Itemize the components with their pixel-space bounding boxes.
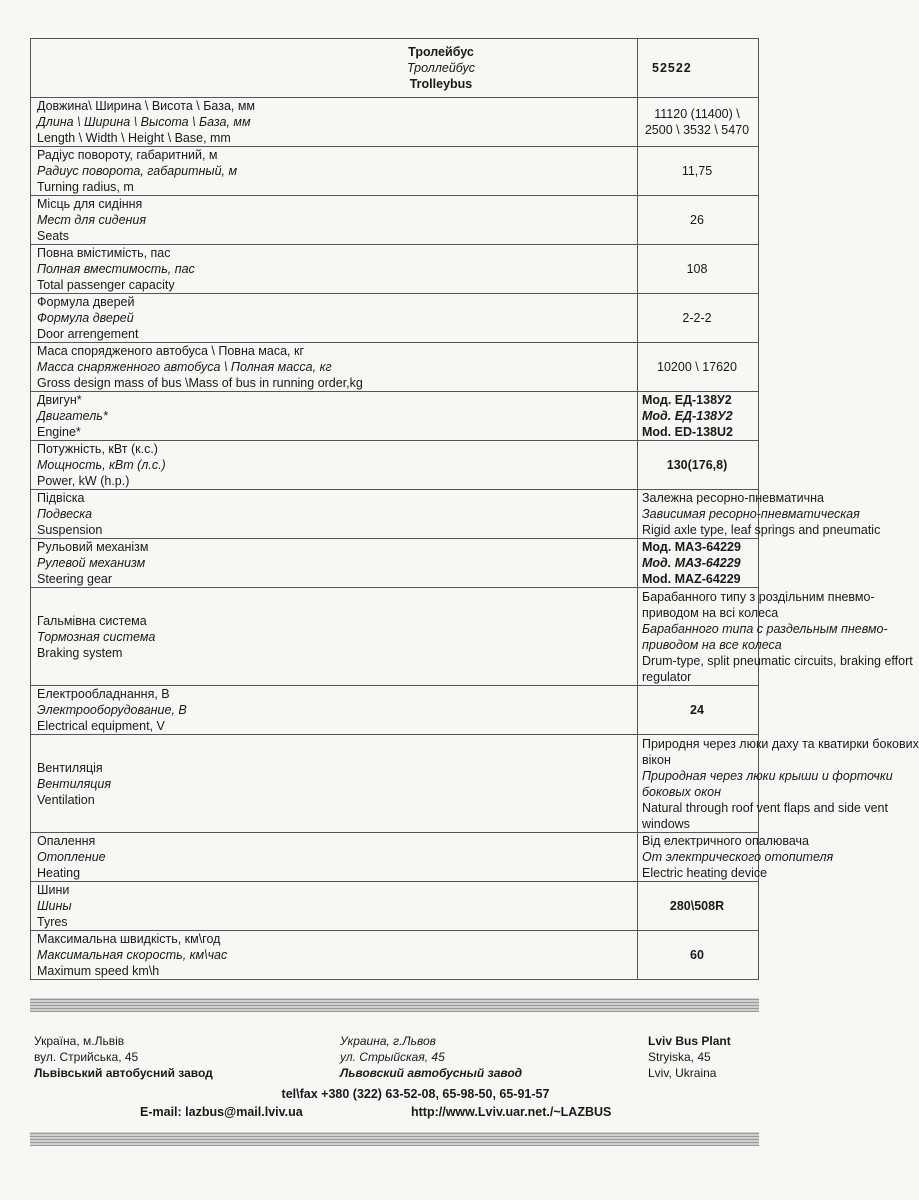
spec-row-steering: [31, 539, 759, 588]
label-cell: [31, 833, 638, 882]
value-en-line: Natural through roof vent flaps and side vent: [642, 800, 888, 815]
label-ru: Масса снаряженного автобуса \ Полная масса, кг: [37, 360, 332, 374]
label-en: Braking system: [37, 645, 123, 660]
label-cell: [31, 196, 638, 245]
online-contacts: [0, 1103, 791, 1121]
label-ru: Электрооборудование, В: [37, 703, 187, 717]
value-ru-line: Барабанного типа с раздельным пневмо-: [642, 621, 888, 636]
company-name-ru: Львовский автобусный завод: [340, 1066, 523, 1080]
label-ru: Отопление: [37, 850, 106, 864]
label-ru: Подвеска: [37, 507, 93, 521]
label-en: Maximum speed km\h: [37, 964, 160, 978]
label-ru: Максимальная скорость, км\час: [37, 948, 228, 962]
value-cell: [638, 735, 919, 833]
label-cell: [31, 588, 638, 686]
address-line: Украина, г.Львов: [340, 1034, 436, 1048]
label-ru: Длина \ Ширина \ Высота \ База, мм: [37, 115, 251, 129]
label-ru: Вентиляция: [37, 776, 112, 791]
label-en: Gross design mass of bus \Mass of bus in running order,kg: [37, 376, 363, 390]
value-cell: 108: [638, 245, 759, 294]
value-ua-line: приводом на всі колеса: [642, 605, 779, 620]
phone-fax: tel\fax +380 (322) 63-52-08, 65-98-50, 65-91-57: [281, 1087, 550, 1101]
label-ua: Формула дверей: [37, 295, 135, 309]
label-en: Heating: [37, 866, 81, 880]
label-en: Seats: [37, 229, 69, 243]
label-ua: Довжина\ Ширина \ Висота \ База, мм: [37, 99, 256, 113]
label-ua: Шини: [37, 883, 70, 897]
address-line: вул. Стрийська, 45: [34, 1050, 139, 1064]
value-cell: 280\508R: [638, 882, 759, 931]
spec-row-max-speed: [31, 931, 759, 980]
label-cell: [31, 343, 638, 392]
value-ua-line: вікон: [642, 752, 671, 767]
label-ua: Опалення: [37, 834, 96, 848]
label-en: Ventilation: [37, 792, 95, 807]
label-en: Steering gear: [37, 572, 113, 586]
spec-row-heating: [31, 833, 759, 882]
value-en: Rigid axle type, leaf springs and pneumatic: [642, 523, 881, 537]
value-cell: 2-2-2: [638, 294, 759, 343]
address-line: Україна, м.Львів: [34, 1034, 125, 1048]
address-en: [648, 1033, 731, 1081]
value-ru: Зависимая ресорно-пневматическая: [642, 507, 860, 521]
label-cell: [31, 539, 638, 588]
divider-bar: [30, 1132, 759, 1146]
label-cell: [31, 392, 638, 441]
label-ru: Рулевой механизм: [37, 556, 146, 570]
label-ua: Підвіска: [37, 491, 85, 505]
label-ua: Маса спорядженого автобуса \ Повна маса, кг: [37, 344, 304, 358]
address-ru: [340, 1033, 522, 1081]
value-cell: 130(176,8): [638, 441, 759, 490]
value-ua-line: Барабанного типу з роздільним пневмо-: [642, 589, 875, 604]
label-en: Turning radius, m: [37, 180, 134, 194]
spec-row-dimensions: [31, 98, 759, 147]
email-link[interactable]: E-mail: lazbus@mail.lviv.ua: [140, 1105, 303, 1119]
title-ua: Тролейбус: [408, 45, 474, 59]
website-link[interactable]: http://www.Lviv.uar.net./~LAZBUS: [411, 1105, 612, 1119]
label-ua: Електрообладнання, В: [37, 687, 170, 701]
address-ua: [34, 1033, 213, 1081]
label-cell: [31, 931, 638, 980]
value-en: Mod. MAZ-64229: [642, 572, 741, 586]
label-ua: Гальмівна система: [37, 613, 147, 628]
label-en: Suspension: [37, 523, 103, 537]
spec-row-capacity: [31, 245, 759, 294]
company-name-ua: Львівський автобусний завод: [34, 1066, 213, 1080]
value-cell: [638, 392, 759, 441]
value-cell: 11,75: [638, 147, 759, 196]
title-row: [31, 39, 759, 98]
label-ru: Мощность, кВт (л.с.): [37, 458, 166, 472]
value-ru-line: боковых окон: [642, 784, 721, 799]
spec-row-suspension: [31, 490, 759, 539]
title-cell: [31, 39, 638, 98]
label-cell: [31, 735, 638, 833]
label-ru: Двигатель*: [37, 409, 108, 423]
label-ua: Максимальна швидкість, км\год: [37, 932, 221, 946]
value-cell: 26: [638, 196, 759, 245]
value-ru: Мод. ЕД-138У2: [642, 409, 733, 423]
value-en-line: windows: [642, 816, 690, 831]
label-ua: Потужність, кВт (к.с.): [37, 442, 158, 456]
label-ru: Полная вместимость, пас: [37, 262, 195, 276]
label-en: Total passenger capacity: [37, 278, 175, 292]
value-cell: 24: [638, 686, 759, 735]
value-ru: От электрического отопителя: [642, 850, 834, 864]
value-ru-line: приводом на все колеса: [642, 637, 782, 652]
spec-row-engine: [31, 392, 759, 441]
label-cell: [31, 490, 638, 539]
value-cell: 11120 (11400) \ 2500 \ 3532 \ 5470: [638, 98, 759, 147]
address-line: Stryiska, 45: [648, 1050, 711, 1064]
spec-row-power: [31, 441, 759, 490]
spec-row-braking: [31, 588, 759, 686]
model-number: 52522: [638, 39, 759, 98]
value-en: Mod. ED-138U2: [642, 425, 733, 439]
label-cell: [31, 98, 638, 147]
value-ua: Залежна ресорно-пневматична: [642, 491, 824, 505]
label-ru: Формула дверей: [37, 311, 134, 325]
divider-bar: [30, 998, 759, 1012]
value-ru-line: Природная через люки крыши и форточки: [642, 768, 893, 783]
value-cell: [638, 588, 913, 686]
address-line: Lviv, Ukraina: [648, 1066, 717, 1080]
label-en: Tyres: [37, 915, 68, 929]
title-ru: Троллейбус: [406, 61, 476, 75]
label-ua: Рульовий механізм: [37, 540, 149, 554]
spec-row-ventilation: [31, 735, 759, 833]
label-en: Length \ Width \ Height \ Base, mm: [37, 131, 231, 145]
value-cell: 10200 \ 17620: [638, 343, 759, 392]
value-ua-line: Природня через люки даху та кватирки бокових: [642, 736, 919, 751]
value-ua: Від електричного опалювача: [642, 834, 809, 848]
label-ru: Тормозная система: [37, 629, 156, 644]
value-cell: [638, 833, 834, 882]
value-ua: Мод. МАЗ-64229: [642, 540, 741, 554]
label-ru: Радиус поворота, габаритный, м: [37, 164, 238, 178]
value-ua: Мод. ЕД-138У2: [642, 393, 732, 407]
company-name-en: Lviv Bus Plant: [648, 1034, 731, 1048]
spec-row-turning-radius: [31, 147, 759, 196]
label-cell: [31, 882, 638, 931]
value-cell: [638, 490, 881, 539]
value-ru: Мод. МАЗ-64229: [642, 556, 741, 570]
spec-row-electrical: [31, 686, 759, 735]
value-en-line: Drum-type, split pneumatic circuits, braking effort: [642, 653, 913, 668]
address-line: ул. Стрыйская, 45: [340, 1050, 445, 1064]
spec-row-mass: [31, 343, 759, 392]
label-ua: Радіус повороту, габаритний, м: [37, 148, 218, 162]
spec-row-seats: [31, 196, 759, 245]
label-cell: [31, 294, 638, 343]
spec-table: [30, 38, 919, 980]
spec-row-doors: [31, 294, 759, 343]
label-ua: Вентиляція: [37, 760, 103, 775]
label-ru: Мест для сидения: [37, 213, 147, 227]
value-cell: 60: [638, 931, 759, 980]
label-ua: Повна вмістимість, пас: [37, 246, 171, 260]
label-ua: Двигун*: [37, 393, 82, 407]
spec-sheet: [30, 38, 919, 980]
value-en: Electric heating device: [642, 866, 768, 880]
contacts: [0, 1085, 791, 1121]
label-cell: [31, 441, 638, 490]
title-en: Trolleybus: [409, 77, 473, 91]
label-en: Electrical equipment, V: [37, 719, 165, 733]
label-cell: [31, 245, 638, 294]
label-en: Engine*: [37, 425, 81, 439]
label-en: Door arrengement: [37, 327, 139, 341]
label-ru: Шины: [37, 899, 72, 913]
label-cell: [31, 686, 638, 735]
value-en-line: regulator: [642, 669, 692, 684]
spec-row-tyres: [31, 882, 759, 931]
value-cell: [638, 539, 759, 588]
label-ua: Місць для сидіння: [37, 197, 143, 211]
label-cell: [31, 147, 638, 196]
label-en: Power, kW (h.p.): [37, 474, 130, 488]
